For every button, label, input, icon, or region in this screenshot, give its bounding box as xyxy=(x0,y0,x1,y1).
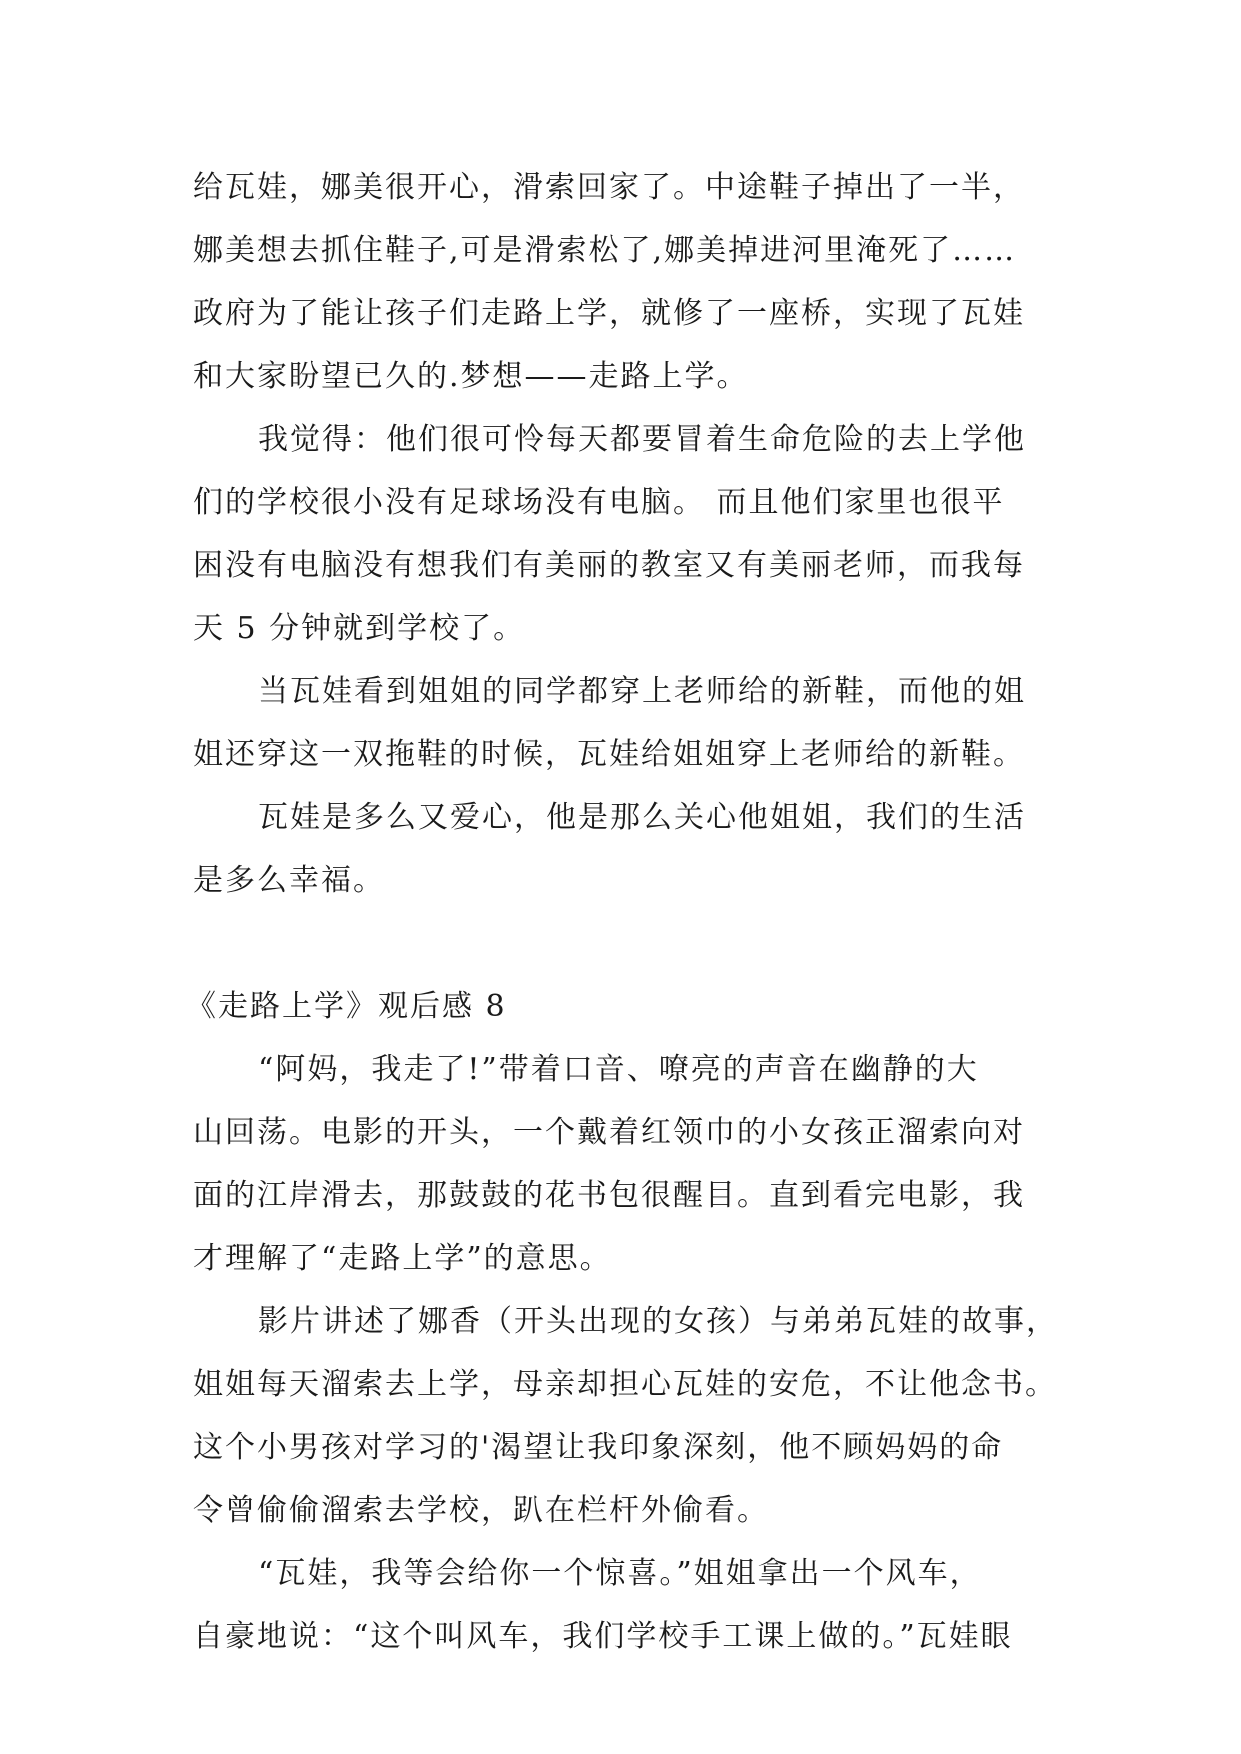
text-line: 天 5 分钟就到学校了。 xyxy=(193,611,526,646)
text-line: 姐姐每天溜索去上学，母亲却担心瓦娃的安危，不让他念书。 xyxy=(193,1367,1057,1402)
text-line: 们的学校很小没有足球场没有电脑。 而且他们家里也很平 xyxy=(193,485,1005,520)
text-line: 自豪地说：“这个叫风车，我们学校手工课上做的。”瓦娃眼 xyxy=(193,1619,1013,1654)
text-line: “瓦娃，我等会给你一个惊喜。”姐姐拿出一个风车， xyxy=(258,1556,982,1591)
text-line: 困没有电脑没有想我们有美丽的教室又有美丽老师，而我每 xyxy=(193,548,1025,583)
text-line: 瓦娃是多么又爱心，他是那么关心他姐姐，我们的生活 xyxy=(258,800,1026,835)
text-line: 政府为了能让孩子们走路上学，就修了一座桥，实现了瓦娃 xyxy=(193,296,1025,331)
text-line: 这个小男孩对学习的'渴望让我印象深刻，他不顾妈妈的命 xyxy=(193,1430,1004,1465)
text-line: 姐还穿这一双拖鞋的时候，瓦娃给姐姐穿上老师给的新鞋。 xyxy=(193,737,1025,772)
text-line: 当瓦娃看到姐姐的同学都穿上老师给的新鞋，而他的姐 xyxy=(258,674,1026,709)
text-line: 令曾偷偷溜索去学校，趴在栏杆外偷看。 xyxy=(193,1493,769,1528)
text-line: 面的江岸滑去，那鼓鼓的花书包很醒目。直到看完电影，我 xyxy=(193,1178,1025,1213)
section-heading: 《走路上学》观后感 8 xyxy=(186,989,507,1024)
text-line: “阿妈，我走了!”带着口音、嘹亮的声音在幽静的大 xyxy=(258,1052,979,1087)
text-line: 我觉得：他们很可怜每天都要冒着生命危险的去上学他 xyxy=(258,422,1026,457)
text-line: 才理解了“走路上学”的意思。 xyxy=(193,1241,612,1276)
text-line: 是多么幸福。 xyxy=(193,863,385,898)
text-line: 给瓦娃，娜美很开心，滑索回家了。中途鞋子掉出了一半， xyxy=(193,170,1025,205)
text-line: 影片讲述了娜香（开头出现的女孩）与弟弟瓦娃的故事， xyxy=(258,1304,1058,1339)
text-line: 山回荡。电影的开头，一个戴着红领巾的小女孩正溜索向对 xyxy=(193,1115,1025,1150)
text-line: 和大家盼望已久的.梦想——走路上学。 xyxy=(193,359,749,394)
text-line: 娜美想去抓住鞋子,可是滑索松了,娜美掉进河里淹死了…… xyxy=(193,233,1017,268)
